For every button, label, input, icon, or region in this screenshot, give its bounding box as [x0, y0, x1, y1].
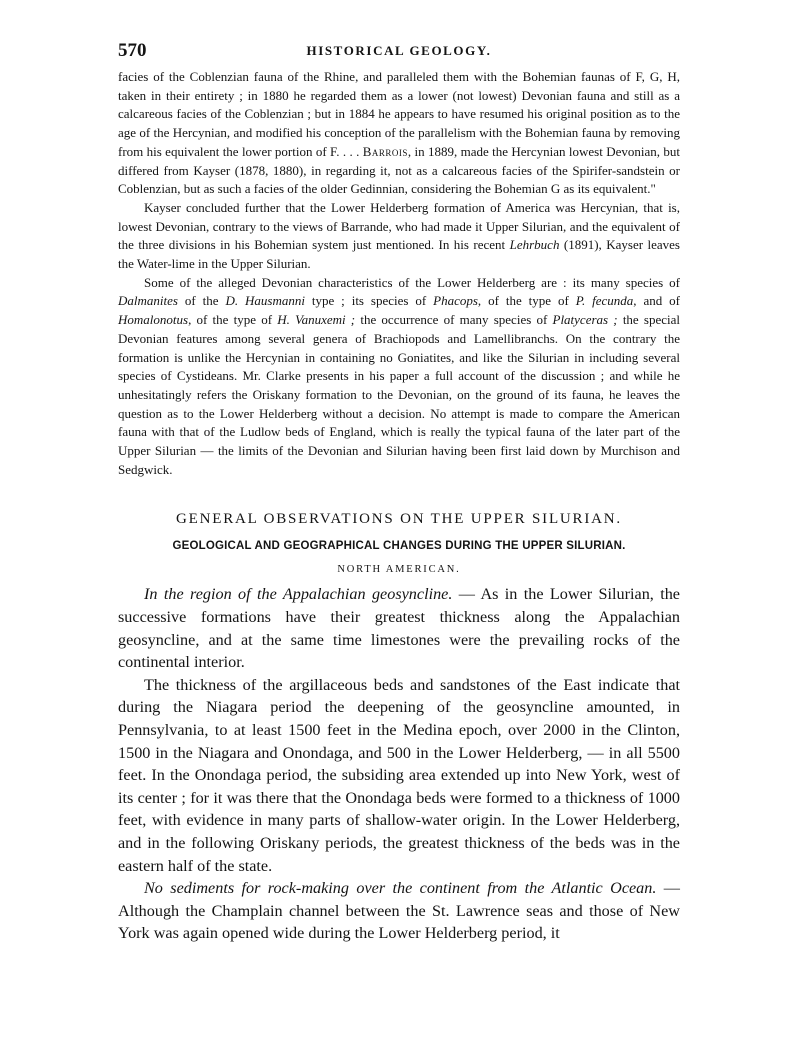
italic-run: H. Vanuxemi ; — [277, 312, 356, 328]
body-text-block — [118, 583, 680, 945]
subsection-title: GEOLOGICAL AND GEOGRAPHICAL CHANGES DURING THE UPPER SILURIAN. — [172, 540, 626, 553]
text-run: — Although the Champlain channel between the St. Lawrence seas and those of New York was again opened wide during the Lower Helderberg period, it — [118, 879, 680, 943]
italic-run: Phacops — [433, 293, 478, 309]
text-run: facies of the Coblenzian fauna of the Rhine, and paralleled them with the Bohemian faunas of F, G, H, taken in their entirety ; in 1880 he regarded them as a lower (not lowest) Devonian fauna and still as a calcareous facies of the Coblenzian ; but in 1884 he appears to have resumed his original position as to the age of the Hercynian, and modified his conception of the parallelism with the Bohemian fauna by removing from his equivalent the lower portion of F. . . . — [118, 69, 680, 159]
page-header — [118, 40, 680, 68]
italic-run: P. fecunda — [575, 293, 634, 309]
text-run: type ; its species of — [304, 293, 434, 309]
paragraph — [118, 274, 680, 480]
text-run: — As in the Lower Silurian, the successive formations have their greatest thickness along the Appalachian geosyncline, and at the same time limestones were the prevailing rocks of the continental interior. — [118, 585, 680, 672]
page — [118, 40, 680, 945]
paragraph — [118, 68, 680, 199]
italic-run: D. Hausmanni — [225, 293, 305, 309]
paragraph — [118, 583, 680, 673]
italic-run: Dalmanites — [118, 293, 178, 309]
paragraph — [118, 199, 680, 274]
text-run: the special Devonian features among several genera of Brachiopods and Lamellibranchs. On the contrary the formation is unlike the Hercynian in containing no Goniatites, and like the Silurian in including several species of Cystideans. Mr. Clarke presents in his paper a full account of the discussion ; and while he unhesitatingly refers the Oriskany formation to the Devonian, on the ground of its fauna, he leaves the question as to the Lower Helderberg without a decision. No attempt is made to compare the American fauna with that of the Ludlow beds of England, which is really the typical fauna of the later part of the Upper Silurian — the limits of the Devonian and Silurian having been first laid down by Murchison and Sedgwick. — [118, 312, 680, 477]
section-title: GENERAL OBSERVATIONS ON THE UPPER SILURIAN. — [176, 511, 622, 528]
small-caps-run: Barrois — [362, 143, 408, 159]
text-run: , of the type of — [477, 293, 576, 309]
top-text-block — [118, 68, 680, 479]
running-head: HISTORICAL GEOLOGY. — [306, 43, 492, 58]
italic-run: No sediments for rock-making over the continent from the Atlantic Ocean. — [144, 879, 657, 898]
region-title: NORTH AMERICAN. — [337, 564, 461, 576]
italic-run: Homalonotus — [118, 312, 189, 328]
text-run: , and of — [633, 293, 680, 309]
text-run: The thickness of the argillaceous beds and sandstones of the East indicate that during the Niagara period the deepening of the geosyncline amounted, in Pennsylvania, to at least 1500 feet in the Medina epoch, over 2000 in the Clinton, 1500 in the Niagara and Onondaga, and 500 in the Lower Helderberg, — in all 5500 feet. In the Onondaga period, the subsiding area extended up into New York, west of its center ; for it was there that the Onondaga beds were formed to a thickness of 1000 feet, with evidence in many parts of shallow-water origin. In the Lower Helderberg, and in the following Oriskany periods, the greatest thickness of the beds was in the eastern half of the state. — [118, 675, 680, 875]
text-run: Kayser concluded further that the Lower Helderberg formation of America was Hercynian, that is, lowest Devonian, contrary to the views of Barrande, who had made it Upper Silurian, and the equivalent of the three divisions in his Bohemian system just mentioned. In his recent — [118, 199, 680, 253]
text-run: , of the type of — [188, 312, 278, 328]
paragraph — [118, 674, 680, 877]
italic-run: In the region of the Appalachian geosyncline. — [144, 585, 453, 604]
text-run: , in 1889, made the Hercynian lowest Devonian, but differed from Kayser (1878, 1880), in regarding it, not as a calcareous facies of the Spirifer-sandstein or Coblenzian, but as such a facies of the older Gedinnian, considering the Bohemian G as its equivalent." — [118, 143, 680, 197]
italic-run: Platyceras ; — [552, 312, 618, 328]
page-number: 570 — [118, 40, 147, 61]
italic-run: Lehrbuch — [509, 237, 560, 253]
text-run: Some of the alleged Devonian characteristics of the Lower Helderberg are : its many species of — [144, 274, 680, 290]
text-run: (1891), Kayser leaves the Water-lime in the Upper Silurian. — [118, 237, 680, 272]
paragraph — [118, 877, 680, 945]
text-run: the occurrence of many species of — [355, 312, 553, 328]
text-run: of the — [177, 293, 226, 309]
